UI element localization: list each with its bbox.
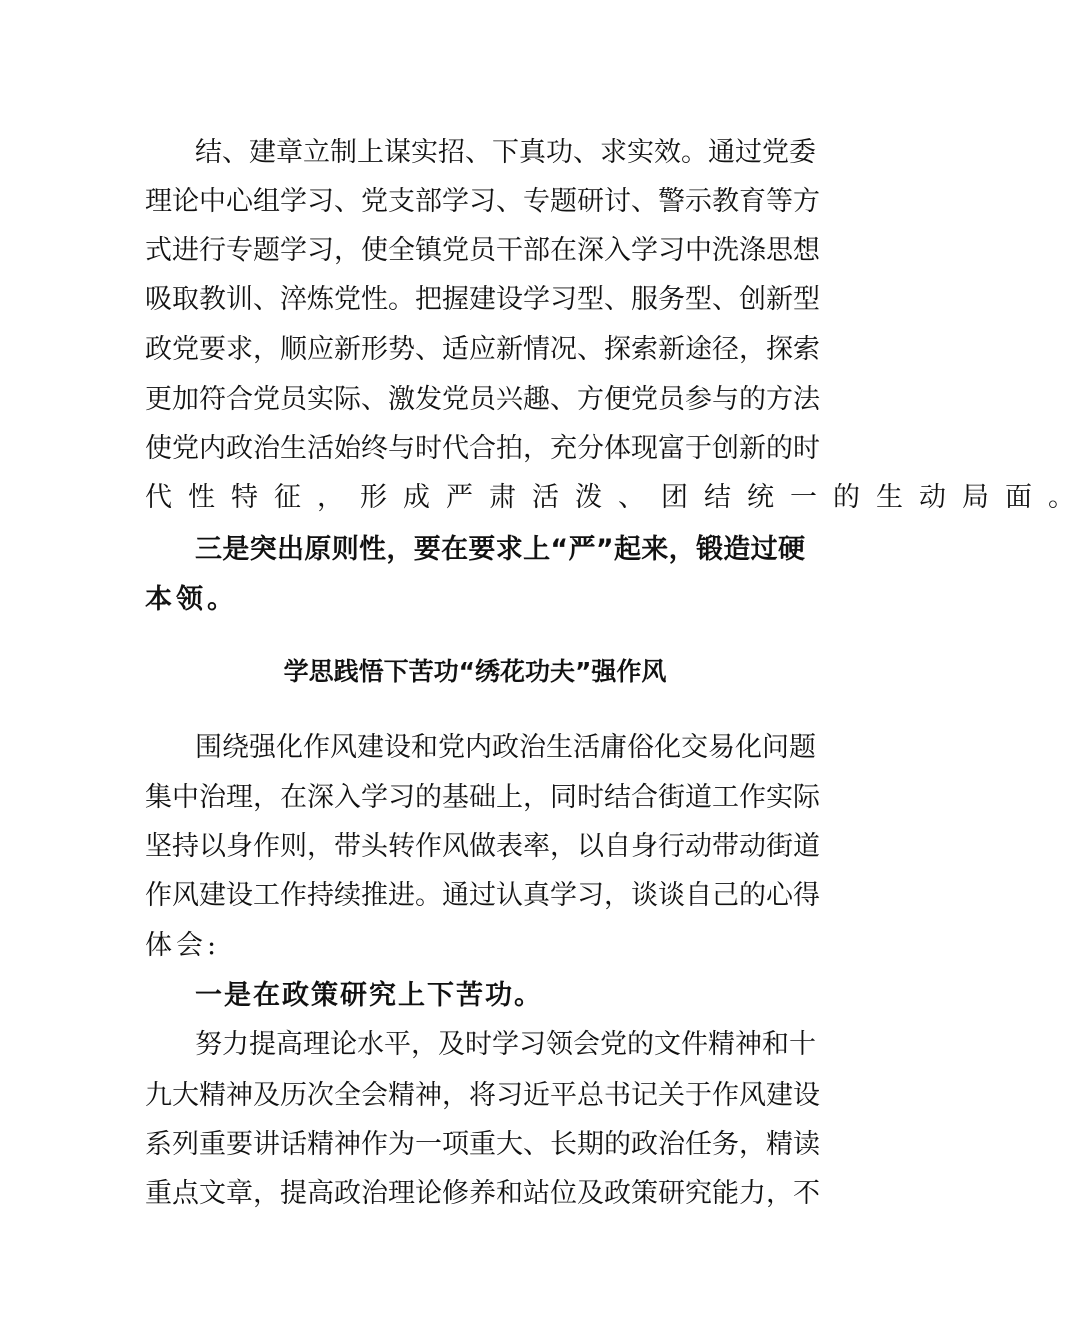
paragraph-line: 更加符合党员实际、激发党员兴趣、方便党员参与的方法 <box>145 384 820 415</box>
point-heading: 本领。 <box>145 584 238 615</box>
paragraph-line: 九大精神及历次全会精神，将习近平总书记关于作风建设 <box>145 1080 820 1111</box>
paragraph-line: 围绕强化作风建设和党内政治生活庸俗化交易化问题 <box>195 732 816 763</box>
paragraph-line: 结、建章立制上谋实招、下真功、求实效。通过党委 <box>195 137 816 168</box>
paragraph-line: 重点文章，提高政治理论修养和站位及政策研究能力，不 <box>145 1178 820 1209</box>
paragraph-line: 集中治理，在深入学习的基础上，同时结合街道工作实际 <box>145 782 820 813</box>
point-heading: 三是突出原则性，要在要求上“严”起来，锻造过硬 <box>195 534 805 565</box>
paragraph-line: 使党内政治生活始终与时代合拍，充分体现富于创新的时 <box>145 433 820 464</box>
paragraph-line: 理论中心组学习、党支部学习、专题研讨、警示教育等方 <box>145 186 820 217</box>
paragraph-line: 政党要求，顺应新形势、适应新情况、探索新途径，探索 <box>145 334 820 365</box>
paragraph-line: 系列重要讲话精神作为一项重大、长期的政治任务，精读 <box>145 1129 820 1160</box>
paragraph-line: 作风建设工作持续推进。通过认真学习，谈谈自己的心得 <box>145 880 820 911</box>
paragraph-line: 体会: <box>145 930 221 961</box>
point-heading: 一是在政策研究上下苦功。 <box>195 980 543 1011</box>
paragraph-line: 努力提高理论水平，及时学习领会党的文件精神和十 <box>195 1029 816 1060</box>
paragraph-line: 吸取教训、淬炼党性。把握建设学习型、服务型、创新型 <box>145 284 820 315</box>
section-heading: 学思践悟下苦功“绣花功夫”强作风 <box>283 657 667 686</box>
paragraph-line: 代性特征，形成严肃活泼、团结统一的生动局面。 <box>145 482 1091 513</box>
paragraph-line: 式进行专题学习，使全镇党员干部在深入学习中洗涤思想 <box>145 235 820 266</box>
paragraph-line: 坚持以身作则，带头转作风做表率，以自身行动带动街道 <box>145 831 820 862</box>
